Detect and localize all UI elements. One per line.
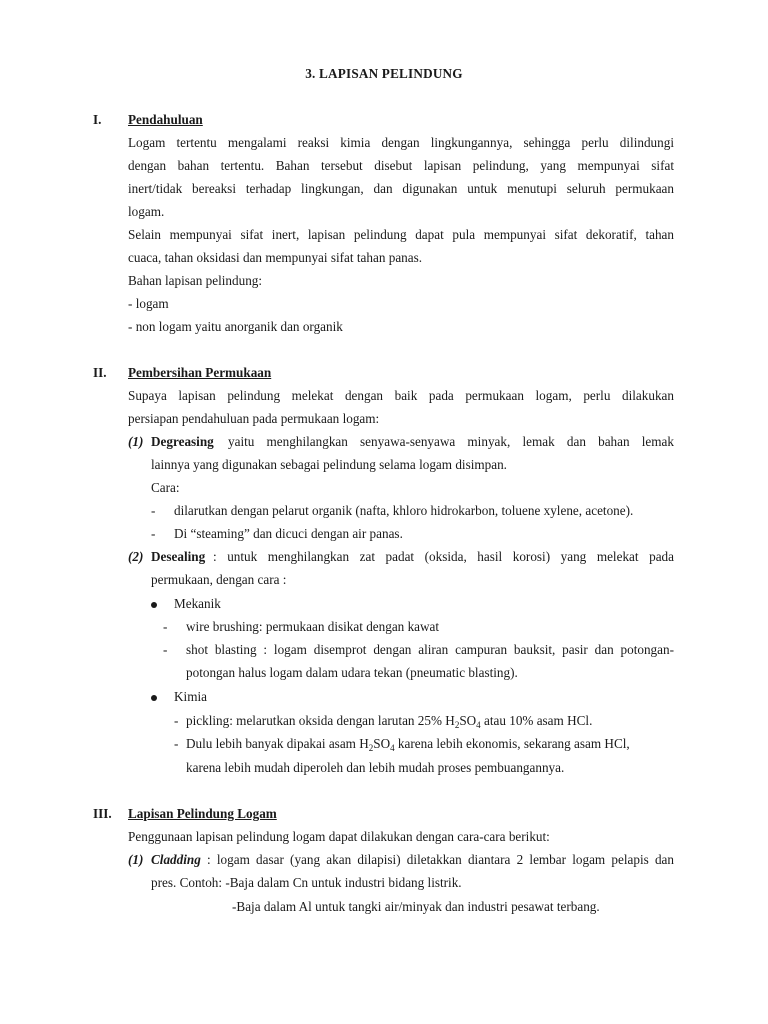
- sec2-k1: [186, 713, 592, 729]
- dash-marker: -: [163, 642, 168, 657]
- sec2-m2b: potongan halus logam dalam udara tekan (pneumatic blasting).: [186, 665, 518, 680]
- section-2-number: II.: [93, 365, 107, 380]
- bullet-icon: [151, 695, 157, 701]
- sec1-item-2: - non logam yaitu anorganik dan organik: [128, 319, 343, 334]
- sec2-item2-number: (2): [128, 549, 144, 564]
- sec3-item1-term: Cladding: [151, 852, 201, 867]
- sec2-k2-pre: Dulu lebih banyak dipakai asam H: [186, 736, 369, 751]
- dash-marker: -: [174, 713, 179, 728]
- dash-marker: -: [151, 526, 156, 541]
- sec2-item1-cara: Cara:: [151, 480, 180, 495]
- sec2-p1-line2: persiapan pendahuluan pada permukaan logam:: [128, 411, 380, 426]
- sec2-m2a: shot blasting : logam disemprot dengan aliran campuran bauksit, pasir dan potongan-: [186, 642, 674, 657]
- sec1-p1-line3: inert/tidak bereaksi terhadap lingkungan, dan digunakan untuk menutupi seluruh permukaan: [128, 181, 674, 196]
- sec2-k2b: karena lebih mudah diperoleh dan lebih mudah proses pembuangannya.: [186, 760, 565, 775]
- sec2-p1-line1: Supaya lapisan pelindung melekat dengan baik pada permukaan logam, perlu dilakukan: [128, 388, 674, 403]
- sec1-p2-line1: Selain mempunyai sifat inert, lapisan pelindung dapat pula mempunyai sifat dekoratif, tahan: [128, 227, 674, 242]
- sec2-item1-sub1: dilarutkan dengan pelarut organik (nafta, khloro hidrokarbon, toluene xylene, acetone).: [174, 503, 634, 518]
- sec3-item1-number: (1): [128, 852, 144, 867]
- sec2-item1-rest2: lainnya yang digunakan sebagai pelindung selama logam disimpan.: [151, 457, 507, 472]
- subscript: 4: [390, 743, 395, 753]
- section-3-number: III.: [93, 806, 112, 821]
- sec3-item1-rest3: -Baja dalam Al untuk tangki air/minyak dan industri pesawat terbang.: [232, 899, 600, 914]
- section-3-heading: Lapisan Pelindung Logam: [128, 806, 277, 821]
- sec3-item1-rest2: pres. Contoh: -Baja dalam Cn untuk industri bidang listrik.: [151, 875, 462, 890]
- sec2-m1: wire brushing: permukaan disikat dengan kawat: [186, 619, 440, 634]
- sec2-item2-term: Desealing: [151, 549, 206, 564]
- sec1-p1-line2: dengan bahan tertentu. Bahan tersebut disebut lapisan pelindung, yang mempunyai sifat: [128, 158, 674, 173]
- sec2-item2-rest2: permukaan, dengan cara :: [151, 572, 287, 587]
- sec1-p2-line2: cuaca, tahan oksidasi dan mempunyai sifat tahan panas.: [128, 250, 423, 265]
- sec2-item1-rest1: yaitu menghilangkan senyawa-senyawa minyak, lemak dan bahan lemak: [228, 434, 674, 449]
- sec1-p1-line1: Logam tertentu mengalami reaksi kimia dengan lingkungannya, sehingga perlu dilindungi: [128, 135, 674, 150]
- sec2-kimia: Kimia: [174, 689, 207, 704]
- sec1-p3: Bahan lapisan pelindung:: [128, 273, 263, 288]
- sec2-k2-content: [186, 736, 630, 752]
- sec3-item1-rest1: : logam dasar (yang akan dilapisi) diletakkan diantara 2 lembar logam pelapis dan: [207, 852, 674, 867]
- subscript: 2: [368, 743, 374, 753]
- section-1-heading: Pendahuluan: [128, 112, 203, 127]
- subscript: 2: [454, 720, 460, 730]
- sec2-k2-mid: SO: [373, 736, 391, 751]
- sec2-k2: [186, 736, 674, 752]
- sec2-k1-mid: SO: [459, 713, 477, 728]
- sec2-k1-post: atau 10% asam HCl.: [480, 713, 593, 728]
- dash-marker: -: [174, 736, 179, 751]
- section-2-heading: Pembersihan Permukaan: [128, 365, 272, 380]
- sec3-p1: Penggunaan lapisan pelindung logam dapat dilakukan dengan cara-cara berikut:: [128, 829, 550, 844]
- sec2-k1-pre: pickling: melarutkan oksida dengan larutan 25% H: [186, 713, 455, 728]
- bullet-icon: [151, 602, 157, 608]
- subscript: 4: [476, 720, 481, 730]
- dash-marker: -: [163, 619, 168, 634]
- sec2-item1-number: (1): [128, 434, 144, 449]
- document-title: 3. LAPISAN PELINDUNG: [305, 66, 463, 81]
- sec2-item1-term: Degreasing: [151, 434, 214, 449]
- sec2-item2-rest1: : untuk menghilangkan zat padat (oksida, hasil korosi) yang melekat pada: [213, 549, 674, 564]
- section-1-number: I.: [93, 112, 102, 127]
- sec2-k2-post: karena lebih ekonomis, sekarang asam HCl,: [394, 736, 630, 751]
- dash-marker: -: [151, 503, 156, 518]
- sec2-mekanik: Mekanik: [174, 596, 221, 611]
- sec2-item1-sub2: Di “steaming” dan dicuci dengan air panas.: [174, 526, 403, 541]
- sec1-item-1: - logam: [128, 296, 169, 311]
- sec1-p1-line4: logam.: [128, 204, 165, 219]
